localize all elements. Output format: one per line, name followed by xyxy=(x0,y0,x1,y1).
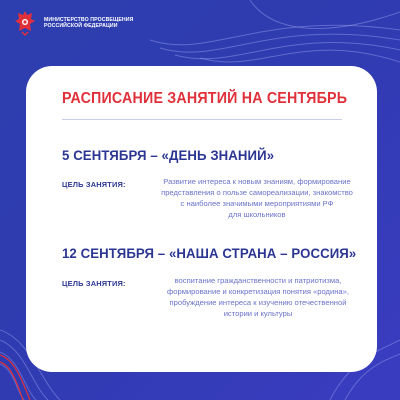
goal-text-1-line-2: представления о пользе самореализации, знакомство xyxy=(161,188,353,197)
ministry-header xyxy=(12,8,133,38)
goal-text-2-line-4: истории и культуры xyxy=(223,309,293,318)
goal-text-2 xyxy=(143,275,373,319)
goal-text-2-line-2: формирование и конкретизация понятия «родина», xyxy=(167,287,349,296)
goal-label-1: ЦЕЛЬ ЗАНЯТИЯ: xyxy=(62,180,126,189)
schedule-card xyxy=(26,66,377,372)
goal-text-1-line-1: Развитие интереса к новым знаниям, формирование xyxy=(163,177,351,186)
goal-text-1-line-4: для школьников xyxy=(228,210,286,219)
title-divider xyxy=(62,119,342,120)
ministry-name xyxy=(44,17,133,29)
ministry-name-line-1: МИНИСТЕРСТВО ПРОСВЕЩЕНИЯ xyxy=(44,16,134,23)
event-title-1: 5 СЕНТЯБРЯ – «ДЕНЬ ЗНАНИЙ» xyxy=(62,148,275,164)
goal-label-2: ЦЕЛЬ ЗАНЯТИЯ: xyxy=(62,279,126,288)
schedule-title: РАСПИСАНИЕ ЗАНЯТИЙ НА СЕНТЯБРЬ xyxy=(62,90,348,107)
ministry-name-line-2: РОССИЙСКОЙ ФЕДЕРАЦИИ xyxy=(44,23,118,29)
goal-text-2-line-1: воспитание гражданственности и патриотизма, xyxy=(174,276,342,285)
goal-text-2-line-3: пробуждение интереса к изучению отечественной xyxy=(169,298,347,307)
event-title-2: 12 СЕНТЯБРЯ – «НАША СТРАНА – РОССИЯ» xyxy=(62,246,357,262)
goal-text-1-line-3: с наиболее значимыми мероприятиями РФ xyxy=(180,199,334,208)
goal-text-1 xyxy=(146,176,368,220)
double-headed-eagle-emblem-icon xyxy=(12,8,38,38)
